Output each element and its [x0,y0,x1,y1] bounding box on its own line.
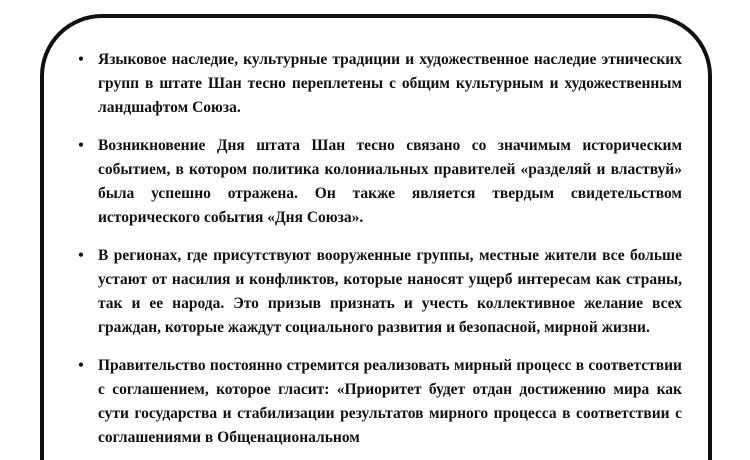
list-item [74,244,682,340]
bullet-icon: • [78,247,84,264]
list-item [74,134,682,230]
bullet-icon: • [78,137,84,154]
list-item-text: Языковое наследие, культурные традиции и художественное наследие этнических групп в штате Шан тесно переплетены с общим культурным и художественным ландшафтом Союза. [98,51,682,116]
bullet-list [74,48,682,450]
list-item [74,354,682,450]
bullet-icon: • [78,51,84,68]
bullet-icon: • [78,357,84,374]
list-item-text: В регионах, где присутствуют вооруженные группы, местные жители все больше устают от насилия и конфликтов, которые наносят ущерб интересам как страны, так и ее народа. Это призыв признать и учесть коллективное желание всех граждан, которые жаждут социального развития и безопасной, мирной жизни. [98,247,682,336]
list-item [74,48,682,120]
list-item-text: Возникновение Дня штата Шан тесно связано со значимым историческим событием, в котором политика колониальных правителей «разделяй и властвуй» была успешно отражена. Он также является твердым свидетельством исторического события «Дня Союза». [98,137,682,226]
document-content [74,48,682,460]
list-item-text: Правительство постоянно стремится реализовать мирный процесс в соответствии с соглашением, которое гласит: «Приоритет будет отдан достижению мира как сути государства и стабилизации результатов мирного процесса в соответствии с соглашениями в Общенациональном [98,357,682,446]
